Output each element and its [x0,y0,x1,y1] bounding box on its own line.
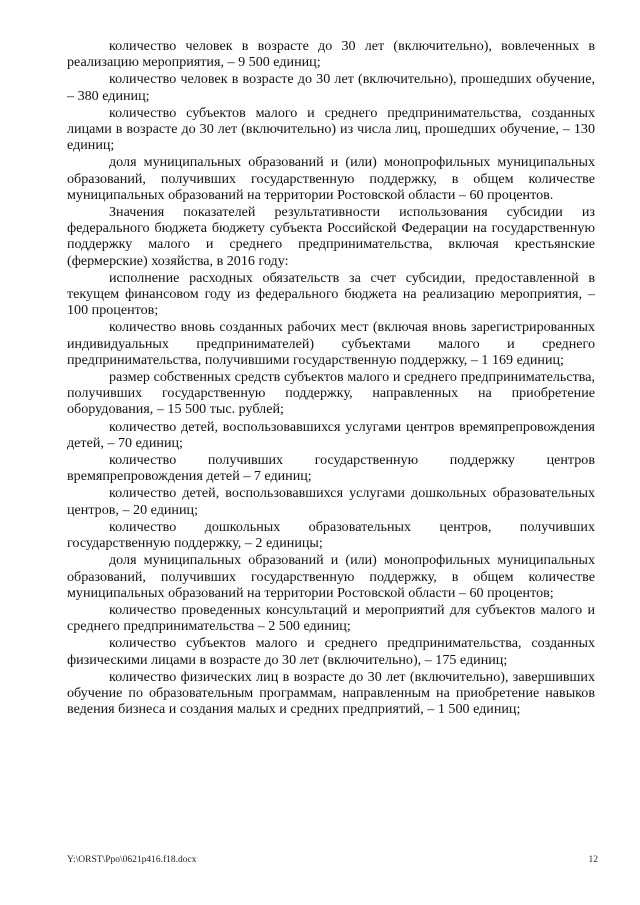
footer-file-path: Y:\ORST\Ppo\0621p416.f18.docx [67,855,197,865]
paragraph: количество физических лиц в возрасте до 30 лет (включительно), завершивших обучение по образовательным программам, направленным на приобретение навыков ведения бизнеса и создания малых и средних предприятий, – 1 500 единиц; [67,668,595,718]
paragraph: количество субъектов малого и среднего предпринимательства, созданных физическими лицами в возрасте до 30 лет (включительно), – 175 единиц; [67,635,595,668]
document-body [67,38,595,717]
paragraph: количество человек в возрасте до 30 лет (включительно), вовлеченных в реализацию мероприятия, – 9 500 единиц; [67,38,595,71]
paragraph: количество детей, воспользовавшихся услугами дошкольных образовательных центров, – 20 единиц; [67,485,595,518]
paragraph: количество дошкольных образовательных центров, получивших государственную поддержку, – 2 единицы; [67,518,595,552]
paragraph: доля муниципальных образований и (или) монопрофильных муниципальных образований, получивших государственную поддержку, в общем количестве муниципальных образований на территории Ростовской области – 60 процентов. [67,154,595,203]
paragraph: размер собственных средств субъектов малого и среднего предпринимательства, получивших государственную поддержку, направленных на приобретение оборудования, – 15 500 тыс. рублей; [67,369,595,418]
paragraph: количество проведенных консультаций и мероприятий для субъектов малого и среднего предпринимательства – 2 500 единиц; [67,601,595,635]
paragraph: исполнение расходных обязательств за счет субсидии, предоставленной в текущем финансовом году из федерального бюджета на реализацию мероприятия, – 100 процентов; [67,269,595,319]
paragraph: количество получивших государственную поддержку центров времяпрепровождения детей – 7 единиц; [67,452,595,485]
paragraph: доля муниципальных образований и (или) монопрофильных муниципальных образований, получивших государственную поддержку, в общем количестве муниципальных образований на территории Ростовской области – 60 процентов; [67,552,595,601]
page-number: 12 [588,855,598,865]
paragraph: количество субъектов малого и среднего предпринимательства, созданных лицами в возрасте до 30 лет (включительно) из числа лиц, прошедших обучение, – 130 единиц; [67,104,595,154]
paragraph: количество детей, воспользовавшихся услугами центров времяпрепровождения детей, – 70 единиц; [67,418,595,451]
paragraph: количество вновь созданных рабочих мест (включая вновь зарегистрированных индивидуальных предпринимателей) субъектами малого и среднего предпринимательства, получившими государственную поддержку, – 1 169 единиц; [67,319,595,368]
paragraph: количество человек в возрасте до 30 лет (включительно), прошедших обучение, – 380 единиц; [67,71,595,104]
paragraph: Значения показателей результативности использования субсидии из федерального бюджета бюджету субъекта Российской Федерации на государственную поддержку малого и среднего предпринимательства, включая крестьянские (фермерские) хозяйства, в 2016 году: [67,204,595,269]
